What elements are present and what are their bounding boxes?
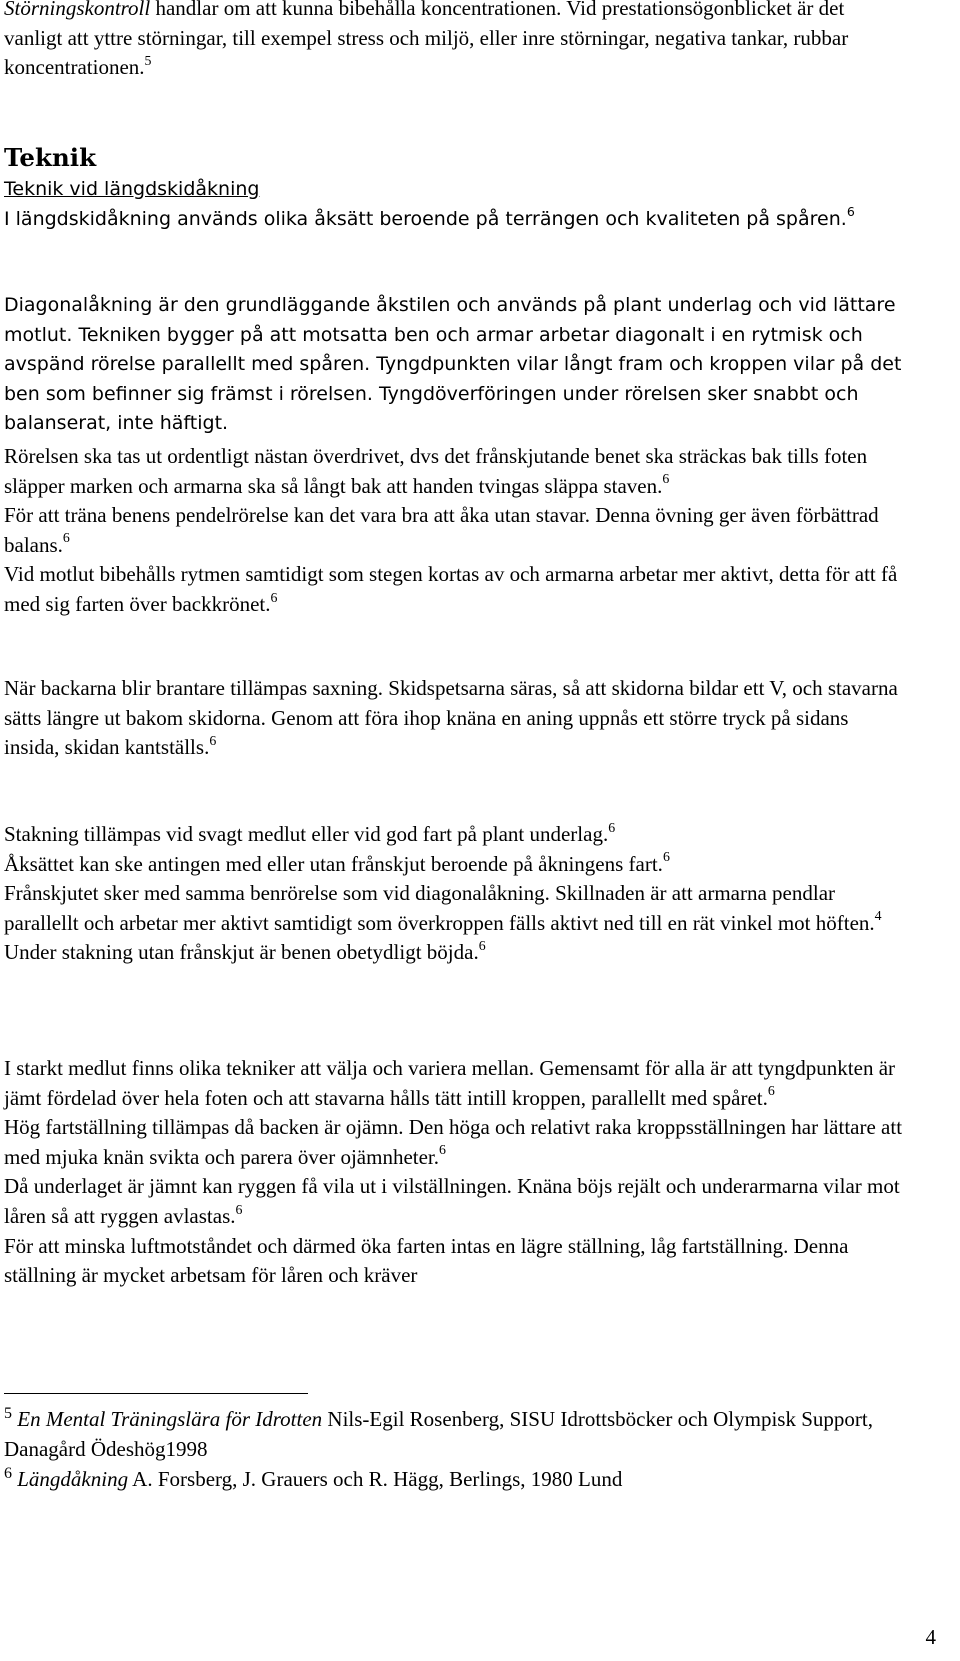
intro-paragraph: [4, 0, 904, 83]
footnote-ref: 6: [846, 204, 855, 220]
footnote-ref: 6: [608, 819, 616, 835]
footnote-ref: 6: [439, 1142, 446, 1158]
lead-paragraph: [4, 205, 904, 235]
paragraph-text: Åksättet kan ske antingen med eller utan frånskjut beroende på åkningens fart.: [4, 851, 663, 876]
paragraph: [4, 1113, 904, 1172]
section-subheading: Teknik vid längdskidåkning: [4, 178, 260, 200]
paragraph-text: För att minska luftmotståndet och därmed öka farten intas en lägre ställning, låg fartställning. Denna ställning är mycket arbetsam för låren och kräver: [4, 1233, 849, 1288]
paragraph: [4, 560, 904, 619]
footnote-number: 6: [4, 1465, 12, 1482]
footnote-6: [4, 1464, 904, 1494]
paragraph: [4, 820, 904, 850]
paragraph-text: Stakning tillämpas vid svagt medlut eller vid god fart på plant underlag.: [4, 822, 609, 846]
diagonal-text-cont: Tekniken bygger på att motsatta ben och armar arbetar diagonalt i en rytmisk och avspänd rörelse parallellt med spåren. Tyngdpunkten vilar långt fram och kroppen vilar på det ben som befinner sig främst i rörelsen. Tyngdöverföringen under rörelsen sker snabbt och balanserat, inte häftigt.: [4, 323, 902, 435]
footnote-text: Nils-Egil Rosenberg, SISU Idrottsböcker och Olympisk Support, Danagård Ödeshög1998: [4, 1407, 873, 1461]
body-section-1: [4, 442, 904, 620]
footnote-ref: 6: [478, 938, 486, 953]
footnote-ref: 6: [235, 1201, 243, 1217]
paragraph: [4, 501, 904, 560]
footnote-ref: 6: [62, 530, 70, 546]
footnote-ref: 6: [662, 849, 670, 865]
intro-text: handlar om att kunna bibehålla koncentrationen. Vid prestationsögonblicket är det vanligt att yttre störningar, till exempel stress och miljö, eller inre störningar, negativa tankar, rubbar koncentrationen.: [4, 0, 849, 80]
paragraph-text: Vid motlut bibehålls rytmen samtidigt som stegen kortas av och armarna arbetar mer aktivt, detta för att få med sig farten över backkrönet.: [4, 562, 898, 616]
paragraph: [4, 1054, 904, 1113]
lead-text: I längdskidåkning används olika åksätt beroende på terrängen och kvaliteten på spåren.: [4, 207, 847, 230]
diagonal-paragraph: [4, 291, 904, 439]
footnote-separator: [4, 1393, 308, 1394]
page-number: 4: [925, 1625, 936, 1649]
footnote-ref: 6: [662, 471, 670, 487]
paragraph-text: Under stakning utan frånskjut är benen obetydligt böjda.: [4, 940, 479, 965]
paragraph-text: När backarna blir brantare tillämpas saxning. Skidspetsarna säras, så att skidorna bildar ett V, och stavarna sätts längre ut bakom skidorna. Genom att föra ihop knäna en aning uppnås ett större tryck på sidans insida, skidan kantställs.: [4, 676, 898, 760]
footnote-ref: 5: [144, 52, 152, 68]
footnote-title: En Mental Träningslära för Idrotten: [17, 1407, 323, 1431]
footnote-title: Längdåkning: [17, 1467, 129, 1491]
footnote-text: A. Forsberg, J. Grauers och R. Hägg, Berlings, 1980 Lund: [128, 1467, 623, 1491]
paragraph: [4, 1232, 904, 1291]
footnote-number: 5: [4, 1405, 12, 1422]
body-section-3: [4, 820, 904, 968]
paragraph: [4, 850, 904, 880]
paragraph-text: Hög fartställning tillämpas då backen är ojämn. Den höga och relativt raka kroppsställningen har lättare att med mjuka knän svikta och parera över ojämnheter.: [4, 1115, 903, 1169]
paragraph-text: I starkt medlut finns olika tekniker att välja och variera mellan. Gemensamt för alla är att tyngdpunkten är jämt fördelad över hela foten och att stavarna hålls tätt intill kroppen, parallellt med spåret.: [4, 1056, 896, 1110]
body-section-4: [4, 1054, 904, 1291]
footnote-ref: 4: [874, 908, 882, 924]
diagonal-text: Diagonalåkning är den grundläggande åkstilen och används på plant underlag och vid lättare motlut.: [4, 294, 896, 346]
paragraph-text: Rörelsen ska tas ut ordentligt nästan överdrivet, dvs det frånskjutande benet ska sträckas bak tills foten släpper marken och armarna ska så långt bak att handen tvingas släppa staven.: [4, 444, 868, 498]
body-section-2: [4, 674, 904, 763]
intro-term: Störningskontroll: [4, 0, 151, 20]
section-heading: Teknik: [4, 143, 97, 172]
footnote-ref: 6: [209, 732, 217, 748]
footnotes: [4, 1404, 904, 1494]
footnote-ref: 6: [270, 589, 278, 605]
paragraph: [4, 674, 904, 763]
paragraph-text: För att träna benens pendelrörelse kan det vara bra att åka utan stavar. Denna övning ger även förbättrad balans.: [4, 503, 879, 557]
paragraph: [4, 1172, 904, 1231]
footnote-ref: 6: [767, 1083, 775, 1099]
section-intro: [4, 175, 904, 234]
footnote-5: [4, 1404, 904, 1464]
paragraph-text: Då underlaget är jämnt kan ryggen få vila ut i vilställningen. Knäna böjs rejält och underarmarna vilar mot låren så att ryggen avlastas.: [4, 1174, 900, 1228]
paragraph: [4, 442, 904, 501]
paragraph: [4, 879, 904, 968]
paragraph-text: Frånskjutet sker med samma benrörelse som vid diagonalåkning. Skillnaden är att armarna pendlar parallellt och arbetar mer aktivt samtidigt som överkroppen fälls aktivt ned till en rät vinkel mot höften.: [4, 881, 875, 935]
